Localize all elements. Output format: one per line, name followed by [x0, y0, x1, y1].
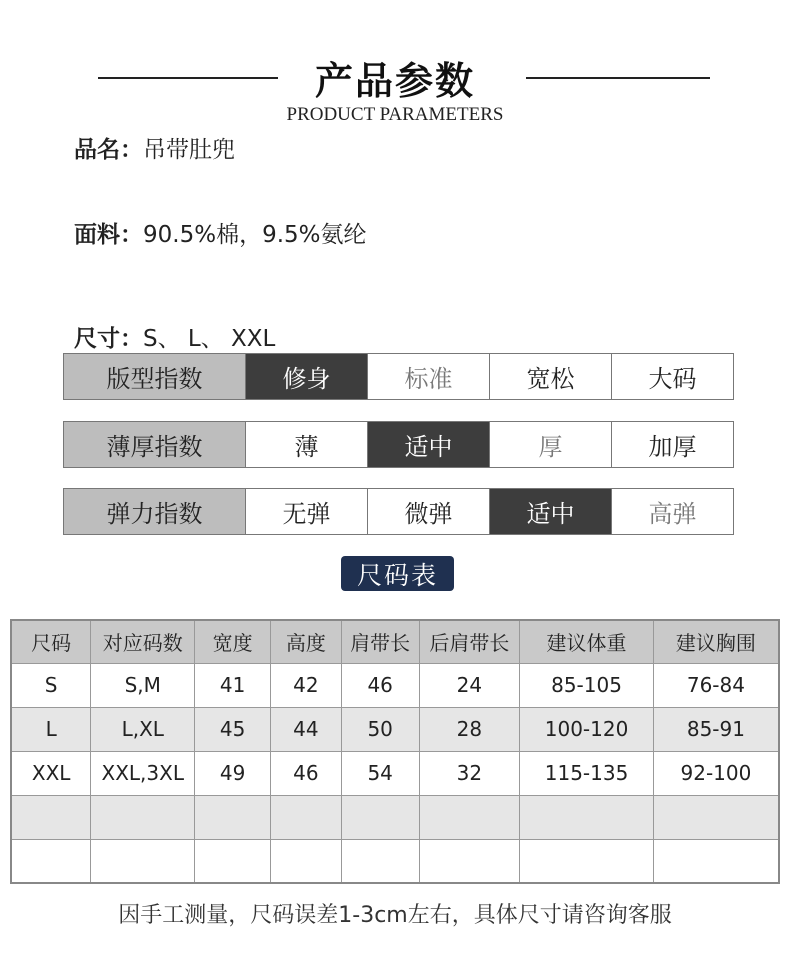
table-cell	[91, 795, 195, 839]
table-cell: 45	[195, 707, 271, 751]
table-row	[11, 795, 779, 839]
table-cell: 24	[419, 663, 520, 707]
column-header: 高度	[271, 620, 342, 663]
fit-option: 大码	[611, 354, 733, 399]
table-cell: 46	[271, 751, 342, 795]
fit-index-label: 版型指数	[64, 354, 245, 399]
table-cell: 100-120	[520, 707, 654, 751]
product-sizes	[74, 320, 275, 353]
page-title: 产品参数	[314, 59, 475, 103]
column-header: 肩带长	[341, 620, 419, 663]
fit-option: 宽松	[489, 354, 611, 399]
table-cell: 85-105	[520, 663, 654, 707]
thickness-option: 薄	[245, 422, 367, 467]
table-cell: S	[11, 663, 91, 707]
table-cell: 42	[271, 663, 342, 707]
table-cell: 50	[341, 707, 419, 751]
table-cell	[419, 795, 520, 839]
size-value: S、 L、 XXL	[143, 326, 276, 352]
table-cell: XXL,3XL	[91, 751, 195, 795]
table-cell: 44	[271, 707, 342, 751]
table-row	[11, 751, 779, 795]
product-name-value: 吊带肚兜	[143, 137, 235, 163]
thickness-option: 厚	[489, 422, 611, 467]
table-cell: L,XL	[91, 707, 195, 751]
elasticity-index-row	[63, 488, 734, 535]
table-cell	[91, 839, 195, 883]
column-header: 建议胸围	[653, 620, 779, 663]
table-cell: 115-135	[520, 751, 654, 795]
fit-option: 修身	[245, 354, 367, 399]
table-cell: 46	[341, 663, 419, 707]
table-cell: 28	[419, 707, 520, 751]
size-chart-title: 尺码表	[341, 556, 454, 591]
product-name-label: 品名：	[74, 137, 143, 163]
table-cell	[271, 839, 342, 883]
table-row	[11, 839, 779, 883]
size-label: 尺寸：	[74, 326, 143, 352]
thickness-index-row	[63, 421, 734, 468]
column-header: 对应码数	[91, 620, 195, 663]
thickness-option: 适中	[367, 422, 489, 467]
table-cell	[419, 839, 520, 883]
page-subtitle: PRODUCT PARAMETERS	[286, 104, 504, 125]
table-header-row	[11, 620, 779, 663]
elasticity-option: 微弹	[367, 489, 489, 534]
elasticity-index-label: 弹力指数	[64, 489, 245, 534]
column-header: 建议体重	[520, 620, 654, 663]
table-cell	[341, 839, 419, 883]
elasticity-option: 无弹	[245, 489, 367, 534]
table-cell	[271, 795, 342, 839]
table-cell: 32	[419, 751, 520, 795]
fit-index-row	[63, 353, 734, 400]
column-header: 宽度	[195, 620, 271, 663]
thickness-option: 加厚	[611, 422, 733, 467]
column-header: 后肩带长	[419, 620, 520, 663]
table-cell	[11, 839, 91, 883]
table-cell: 49	[195, 751, 271, 795]
table-cell: 54	[341, 751, 419, 795]
measurement-note: 因手工测量，尺码误差1-3cm左右，具体尺寸请咨询客服	[118, 903, 672, 928]
table-cell: S,M	[91, 663, 195, 707]
table-cell	[520, 839, 654, 883]
table-cell	[653, 839, 779, 883]
elasticity-option: 高弹	[611, 489, 733, 534]
product-name	[74, 131, 235, 164]
table-cell	[195, 839, 271, 883]
table-cell	[520, 795, 654, 839]
column-header: 尺码	[11, 620, 91, 663]
table-cell	[11, 795, 91, 839]
table-cell	[195, 795, 271, 839]
thickness-index-label: 薄厚指数	[64, 422, 245, 467]
table-row	[11, 663, 779, 707]
table-cell: 92-100	[653, 751, 779, 795]
fabric-label: 面料：	[74, 222, 143, 248]
table-cell: 41	[195, 663, 271, 707]
fabric-value: 90.5%棉，9.5%氨纶	[143, 222, 367, 248]
table-cell: XXL	[11, 751, 91, 795]
table-row	[11, 707, 779, 751]
table-cell	[341, 795, 419, 839]
table-cell	[653, 795, 779, 839]
table-cell: 85-91	[653, 707, 779, 751]
fit-option: 标准	[367, 354, 489, 399]
size-chart-table	[10, 619, 780, 884]
elasticity-option: 适中	[489, 489, 611, 534]
product-fabric	[74, 216, 367, 249]
table-cell: L	[11, 707, 91, 751]
table-cell: 76-84	[653, 663, 779, 707]
